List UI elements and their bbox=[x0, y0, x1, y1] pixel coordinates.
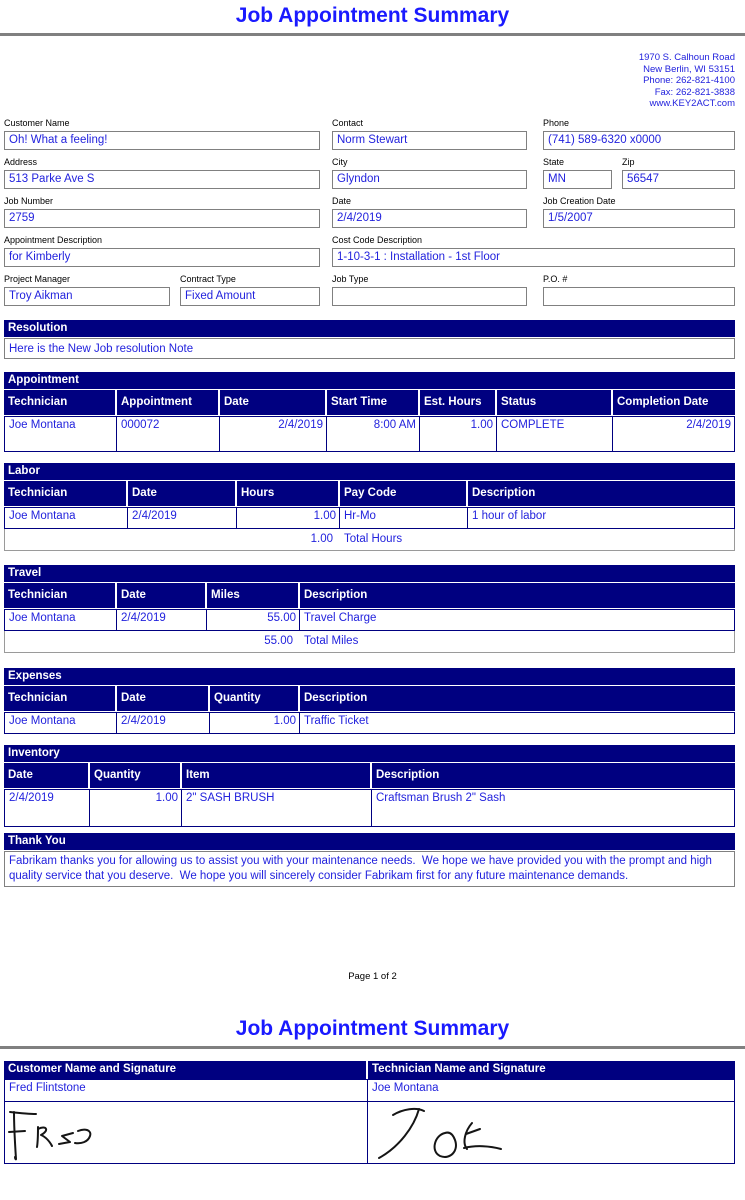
company-address-line: 1970 S. Calhoun Road bbox=[638, 52, 735, 63]
column-header: Date bbox=[117, 583, 207, 608]
field-label: City bbox=[332, 156, 348, 167]
column-header: Date bbox=[117, 686, 210, 711]
field-label: Cost Code Description bbox=[332, 234, 423, 245]
job-number-value: 2759 bbox=[4, 209, 320, 228]
field-label: Zip bbox=[622, 156, 635, 167]
thank-you-section bbox=[4, 833, 735, 887]
field-label: Date bbox=[332, 195, 352, 206]
state-value: MN bbox=[543, 170, 612, 189]
field-customer-name bbox=[4, 118, 320, 150]
job-info-form bbox=[4, 118, 735, 306]
city-value: Glyndon bbox=[332, 170, 527, 189]
thank-you-message: Fabrikam thanks you for allowing us to assist you with your maintenance needs. We hope we have provided you with the prompt and high quality service that you deserve. We hope you will sincerely consider Fabrikam first for any future maintenance demands. bbox=[4, 851, 735, 887]
company-address-block bbox=[0, 52, 735, 110]
page-2 bbox=[0, 1013, 745, 1164]
table-row bbox=[5, 713, 734, 733]
inventory-column-headers bbox=[4, 763, 735, 788]
field-label: State bbox=[543, 156, 565, 167]
page-title: Job Appointment Summary bbox=[235, 4, 510, 27]
cell-completion-date: 2/4/2019 bbox=[686, 418, 731, 431]
inventory-table-body bbox=[4, 789, 735, 827]
contract-type-value: Fixed Amount bbox=[180, 287, 320, 306]
field-label: Job Creation Date bbox=[543, 195, 616, 206]
cell-description: Traffic Ticket bbox=[304, 714, 369, 727]
field-appointment-description bbox=[4, 235, 320, 267]
field-label: Customer Name bbox=[4, 117, 70, 128]
field-contract-type bbox=[180, 274, 320, 306]
labor-total-label: Total Hours bbox=[344, 532, 403, 545]
cell-description: Craftsman Brush 2" Sash bbox=[376, 791, 506, 804]
cost-code-description-value: 1-10-3-1 : Installation - 1st Floor bbox=[332, 248, 735, 267]
company-address-line: New Berlin, WI 53151 bbox=[643, 63, 735, 75]
travel-total-value: 55.00 bbox=[264, 634, 293, 647]
field-job-creation-date bbox=[543, 196, 735, 228]
appointment-section bbox=[4, 372, 735, 452]
technician-signature bbox=[368, 1102, 734, 1162]
labor-column-headers bbox=[4, 481, 735, 506]
column-header: Technician bbox=[4, 481, 128, 506]
company-website: www.KEY2ACT.com bbox=[649, 98, 735, 109]
company-phone: Phone: 262-821-4100 bbox=[643, 75, 735, 86]
field-city bbox=[332, 157, 527, 189]
labor-table-body bbox=[4, 507, 735, 529]
field-state bbox=[543, 157, 612, 189]
thank-you-header: Thank You bbox=[4, 833, 735, 850]
field-label: Phone bbox=[543, 117, 570, 128]
field-label: Project Manager bbox=[4, 273, 71, 284]
cell-est-hours: 1.00 bbox=[420, 417, 497, 451]
field-job-type bbox=[332, 274, 527, 306]
cell-quantity: 1.00 bbox=[90, 790, 182, 826]
table-row bbox=[5, 790, 734, 826]
cell-pay-code: Hr-Mo bbox=[340, 508, 468, 528]
field-label: Job Type bbox=[332, 273, 369, 284]
travel-section bbox=[4, 565, 735, 653]
labor-section-header: Labor bbox=[4, 463, 735, 480]
travel-total-row bbox=[4, 631, 735, 653]
customer-name-value: Oh! What a feeling! bbox=[4, 131, 320, 150]
technician-signature-cell[interactable] bbox=[368, 1102, 734, 1163]
column-header: Status bbox=[497, 390, 613, 415]
column-header: Description bbox=[300, 583, 735, 608]
column-header: Description bbox=[372, 763, 735, 788]
resolution-note: Here is the New Job resolution Note bbox=[4, 338, 735, 359]
field-label: Contract Type bbox=[180, 273, 236, 284]
column-header: Miles bbox=[207, 583, 300, 608]
column-header: Date bbox=[128, 481, 237, 506]
table-row bbox=[5, 610, 734, 630]
column-header: Quantity bbox=[90, 763, 182, 788]
title-divider bbox=[0, 33, 745, 36]
page-number-label: Page 1 of 2 bbox=[348, 970, 397, 982]
column-header: Technician bbox=[4, 686, 117, 711]
field-phone bbox=[543, 118, 735, 150]
column-header: Date bbox=[220, 390, 327, 415]
job-creation-date-value: 1/5/2007 bbox=[543, 209, 735, 228]
field-label: Appointment Description bbox=[4, 234, 103, 245]
signature-table bbox=[4, 1061, 735, 1164]
job-type-value bbox=[332, 287, 527, 306]
column-header: Completion Date bbox=[613, 390, 735, 415]
column-header: Description bbox=[468, 481, 735, 506]
travel-column-headers bbox=[4, 583, 735, 608]
zip-value: 56547 bbox=[622, 170, 735, 189]
signature-drawings-row bbox=[5, 1101, 734, 1163]
table-row bbox=[5, 417, 734, 451]
column-header: Appointment bbox=[117, 390, 220, 415]
labor-total-value: 1.00 bbox=[310, 532, 333, 545]
cell-description: 1 hour of labor bbox=[472, 509, 547, 522]
appointment-section-header: Appointment bbox=[4, 372, 735, 389]
customer-name-cell: Fred Flintstone bbox=[5, 1080, 368, 1101]
expenses-section bbox=[4, 668, 735, 734]
labor-section bbox=[4, 463, 735, 551]
cell-date: 2/4/2019 bbox=[117, 610, 207, 630]
cell-technician: Joe Montana bbox=[5, 713, 117, 733]
cell-technician: Joe Montana bbox=[5, 417, 117, 451]
column-header: Date bbox=[4, 763, 90, 788]
expenses-table-body bbox=[4, 712, 735, 734]
cell-technician: Joe Montana bbox=[5, 508, 128, 528]
column-header: Customer Name and Signature bbox=[4, 1061, 368, 1079]
labor-total-row bbox=[4, 529, 735, 551]
date-value: 2/4/2019 bbox=[332, 209, 527, 228]
resolution-header: Resolution bbox=[4, 320, 735, 337]
field-label: Job Number bbox=[4, 195, 54, 206]
signature-table-body bbox=[4, 1079, 735, 1164]
cell-date: 2/4/2019 bbox=[5, 790, 90, 826]
appointment-description-value: for Kimberly bbox=[4, 248, 320, 267]
cell-hours: 1.00 bbox=[237, 508, 340, 528]
signature-column-headers bbox=[4, 1061, 735, 1079]
resolution-section bbox=[4, 320, 735, 359]
appointment-table-body bbox=[4, 416, 735, 452]
expenses-section-header: Expenses bbox=[4, 668, 735, 685]
field-job-number bbox=[4, 196, 320, 228]
expenses-column-headers bbox=[4, 686, 735, 711]
cell-status: COMPLETE bbox=[497, 417, 613, 451]
cell-miles: 55.00 bbox=[207, 610, 300, 630]
column-header: Description bbox=[300, 686, 735, 711]
field-po-number bbox=[543, 274, 735, 306]
field-date bbox=[332, 196, 527, 228]
travel-total-label: Total Miles bbox=[304, 634, 359, 647]
project-manager-value: Troy Aikman bbox=[4, 287, 170, 306]
table-row bbox=[5, 508, 734, 528]
inventory-section bbox=[4, 745, 735, 827]
field-cost-code-description bbox=[332, 235, 735, 267]
column-header: Est. Hours bbox=[420, 390, 497, 415]
cell-date: 2/4/2019 bbox=[220, 417, 327, 451]
field-zip bbox=[622, 157, 735, 189]
column-header: Technician bbox=[4, 583, 117, 608]
cell-start-time: 8:00 AM bbox=[327, 417, 420, 451]
field-label: Contact bbox=[332, 117, 364, 128]
page-title: Job Appointment Summary bbox=[235, 1016, 510, 1040]
field-label: Address bbox=[4, 156, 38, 167]
technician-name-cell: Joe Montana bbox=[372, 1081, 439, 1094]
cell-appointment: 000072 bbox=[117, 417, 220, 451]
company-fax: Fax: 262-821-3838 bbox=[654, 86, 735, 98]
address-value: 513 Parke Ave S bbox=[4, 170, 320, 189]
field-address bbox=[4, 157, 320, 189]
appointment-column-headers bbox=[4, 390, 735, 415]
po-number-value bbox=[543, 287, 735, 306]
column-header: Item bbox=[182, 763, 372, 788]
field-label: P.O. # bbox=[543, 273, 568, 284]
cell-date: 2/4/2019 bbox=[117, 713, 210, 733]
signature-names-row bbox=[5, 1080, 734, 1101]
column-header: Quantity bbox=[210, 686, 300, 711]
phone-value: (741) 589-6320 x0000 bbox=[543, 131, 735, 150]
column-header: Start Time bbox=[327, 390, 420, 415]
field-contact bbox=[332, 118, 527, 150]
column-header: Pay Code bbox=[340, 481, 468, 506]
travel-section-header: Travel bbox=[4, 565, 735, 582]
field-project-manager bbox=[4, 274, 170, 306]
cell-quantity: 1.00 bbox=[210, 713, 300, 733]
cell-date: 2/4/2019 bbox=[128, 508, 237, 528]
column-header: Hours bbox=[237, 481, 340, 506]
column-header: Technician Name and Signature bbox=[368, 1061, 735, 1079]
customer-signature-cell[interactable] bbox=[5, 1102, 368, 1163]
cell-item: 2" SASH BRUSH bbox=[182, 790, 372, 826]
contact-value: Norm Stewart bbox=[332, 131, 527, 150]
travel-table-body bbox=[4, 609, 735, 631]
cell-technician: Joe Montana bbox=[5, 610, 117, 630]
cell-description: Travel Charge bbox=[304, 611, 377, 624]
customer-signature bbox=[5, 1102, 368, 1162]
title-divider bbox=[0, 1046, 745, 1049]
column-header: Technician bbox=[4, 390, 117, 415]
inventory-section-header: Inventory bbox=[4, 745, 735, 762]
